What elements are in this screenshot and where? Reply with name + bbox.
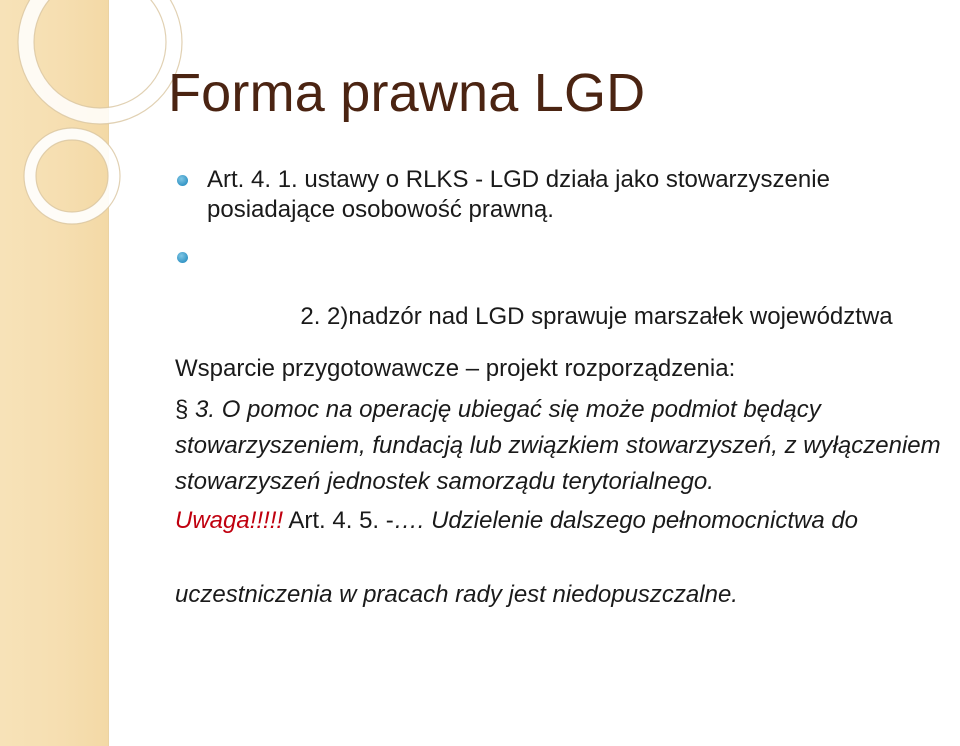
bullet-item bbox=[175, 242, 945, 362]
warning-continuation: uczestniczenia w pracach rady jest niedopuszczalne. bbox=[175, 581, 738, 608]
decorative-ring-large bbox=[26, 0, 174, 116]
decorative-ring-large-outline bbox=[18, 0, 182, 124]
bullet-text: 2. 2)nadzór nad LGD sprawuje marszałek województwa bbox=[233, 303, 893, 330]
bullet-text: Art. 4. 1. ustawy o RLKS - LGD działa jako stowarzyszenie posiadające osobowość prawną. bbox=[207, 166, 830, 223]
bullet-item bbox=[175, 165, 945, 225]
warning-label: Uwaga!!!!! bbox=[175, 507, 284, 534]
regulation-paragraph bbox=[175, 392, 960, 500]
warning-text: …. Udzielenie dalszego pełnomocnictwa do bbox=[393, 507, 859, 534]
section-sign: § bbox=[175, 396, 189, 423]
decorative-ring-small bbox=[30, 134, 114, 218]
section-heading: Wsparcie przygotowawcze – projekt rozporządzenia: bbox=[175, 355, 736, 382]
slide-title: Forma prawna LGD bbox=[168, 63, 646, 123]
decorative-ring-small-outline bbox=[24, 128, 120, 224]
warning-note bbox=[175, 505, 945, 537]
decorative-ring-small-inner-outline bbox=[36, 140, 108, 212]
bullet-dot-icon bbox=[177, 175, 188, 186]
bullet-dot-icon bbox=[177, 252, 188, 263]
bullet-list bbox=[175, 165, 945, 379]
warning-reference: Art. 4. 5. - bbox=[283, 507, 394, 534]
paragraph-text: 3. O pomoc na operację ubiegać się może podmiot będący stowarzyszeniem, fundacją lub związkiem stowarzyszeń, z wyłączeniem stowarzyszeń jednostek samorządu terytorialnego. bbox=[175, 396, 941, 495]
